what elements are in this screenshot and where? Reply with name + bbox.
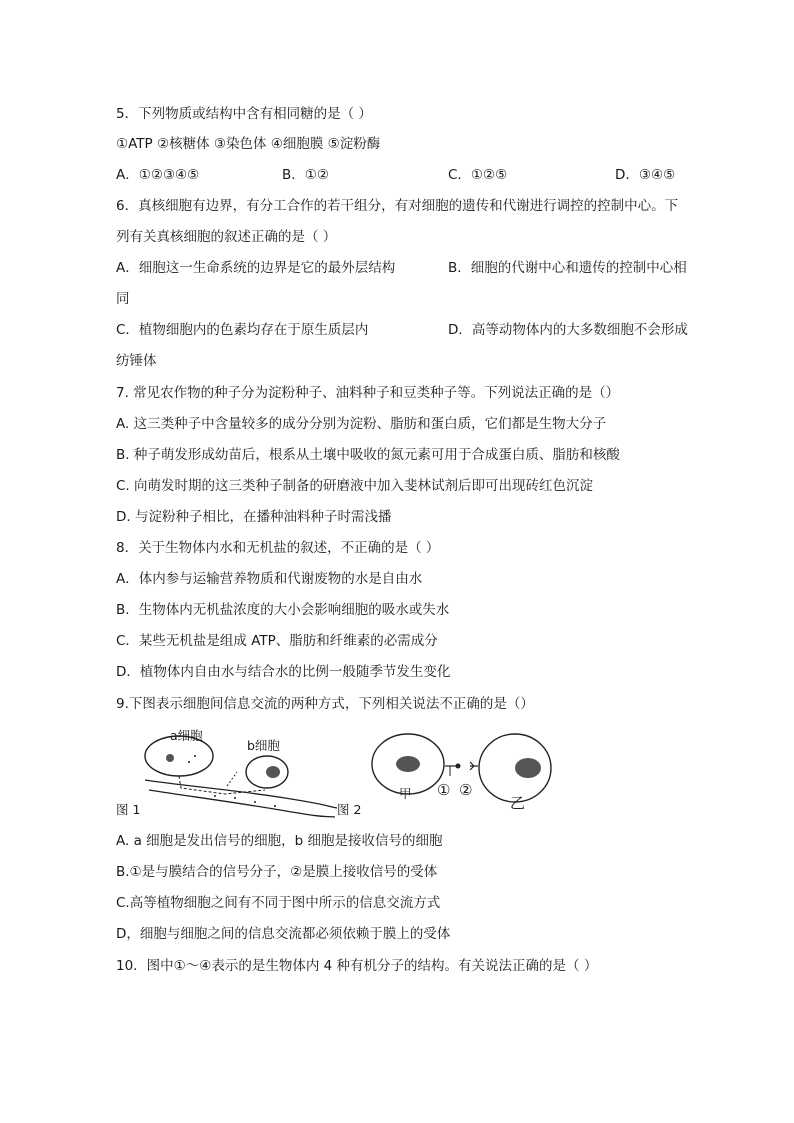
figure-1-diagram (115, 728, 345, 818)
cell-yi-nucleus (515, 758, 541, 778)
a-cell-label: a细胞 (170, 728, 203, 743)
cell-yi-label: 乙 (510, 794, 526, 812)
q9-option-d: D，细胞与细胞之间的信息交流都必须依赖于膜上的受体 (116, 926, 451, 942)
q7-option-b: B. 种子萌发形成幼苗后，根系从土壤中吸收的氮元素可用于合成蛋白质、脂肪和核酸 (116, 447, 620, 463)
q5-stem: 5．下列物质或结构中含有相同糖的是（ ） (116, 106, 372, 122)
a-cell-nucleus (166, 754, 174, 762)
q7-option-c: C. 向萌发时期的这三类种子制备的研磨液中加入斐林试剂后即可出现砖红色沉淀 (116, 478, 594, 494)
receptor (470, 762, 478, 770)
q8-stem: 8．关于生物体内水和无机盐的叙述，不正确的是（ ） (116, 540, 440, 556)
q5-option-c: C．①②⑤ (448, 167, 508, 183)
b-cell-label: b细胞 (247, 738, 280, 753)
circle-2-mark: ② (459, 781, 473, 799)
q5-option-a: A．①②③④⑤ (116, 167, 200, 183)
q7-option-d: D. 与淀粉种子相比，在播种油料种子时需浅播 (116, 509, 392, 525)
figure-1-label: 图 1 (116, 802, 141, 817)
signal-molecule (456, 764, 461, 769)
b-cell-nucleus (266, 766, 280, 778)
q7-option-a: A. 这三类种子中含量较多的成分分别为淀粉、脂肪和蛋白质，它们都是生物大分子 (116, 416, 607, 432)
circle-1-mark: ① (437, 781, 451, 799)
q7-stem: 7. 常见农作物的种子分为淀粉种子、油料种子和豆类种子等。下列说法正确的是（） (116, 385, 620, 401)
q6-option-d-line1: D．高等动物体内的大多数细胞不会形成 (448, 322, 688, 338)
q6-option-b-line1: B．细胞的代谢中心和遗传的控制中心相 (448, 260, 687, 276)
q9-stem: 9.下图表示细胞间信息交流的两种方式，下列相关说法不正确的是（） (116, 696, 534, 712)
q8-option-a: A．体内参与运输营养物质和代谢废物的水是自由水 (116, 571, 423, 587)
q8-option-b: B．生物体内无机盐浓度的大小会影响细胞的吸水或失水 (116, 602, 450, 618)
q6-stem-line2: 列有关真核细胞的叙述正确的是（ ） (116, 229, 337, 245)
signal-flow-arrow (179, 776, 265, 794)
q6-stem-line1: 6．真核细胞有边界，有分工合作的若干组分，有对细胞的遗传和代谢进行调控的控制中心。下 (116, 198, 679, 214)
cell-jia-nucleus (396, 756, 420, 772)
q9-option-b: B.①是与膜结合的信号分子，②是膜上接收信号的受体 (116, 864, 438, 880)
q6-option-b-line2: 同 (116, 291, 130, 307)
figure-2-diagram (370, 730, 570, 820)
q6-option-a: A．细胞这一生命系统的边界是它的最外层结构 (116, 260, 396, 276)
figure-2-label: 图 2 (337, 802, 362, 817)
q5-items: ①ATP ②核糖体 ③染色体 ④细胞膜 ⑤淀粉酶 (116, 136, 381, 152)
blood-vessel-lower-wall (149, 790, 335, 817)
q8-option-d: D．植物体内自由水与结合水的比例一般随季节发生变化 (116, 664, 451, 680)
cell-jia-label: 甲 (399, 786, 412, 801)
q5-option-b: B．①② (282, 167, 329, 183)
q6-option-c: C．植物细胞内的色素均存在于原生质层内 (116, 322, 369, 338)
q8-option-c: C．某些无机盐是组成 ATP、脂肪和纤维素的必需成分 (116, 633, 438, 649)
q9-option-a: A. a 细胞是发出信号的细胞，b 细胞是接收信号的细胞 (116, 833, 443, 849)
q6-option-d-line2: 纺锤体 (116, 353, 157, 369)
q5-option-d: D．③④⑤ (615, 167, 676, 183)
q9-option-c: C.高等植物细胞之间有不同于图中所示的信息交流方式 (116, 895, 441, 911)
q10-stem: 10．图中①～④表示的是生物体内 4 种有机分子的结构。有关说法正确的是（ ） (116, 958, 598, 974)
